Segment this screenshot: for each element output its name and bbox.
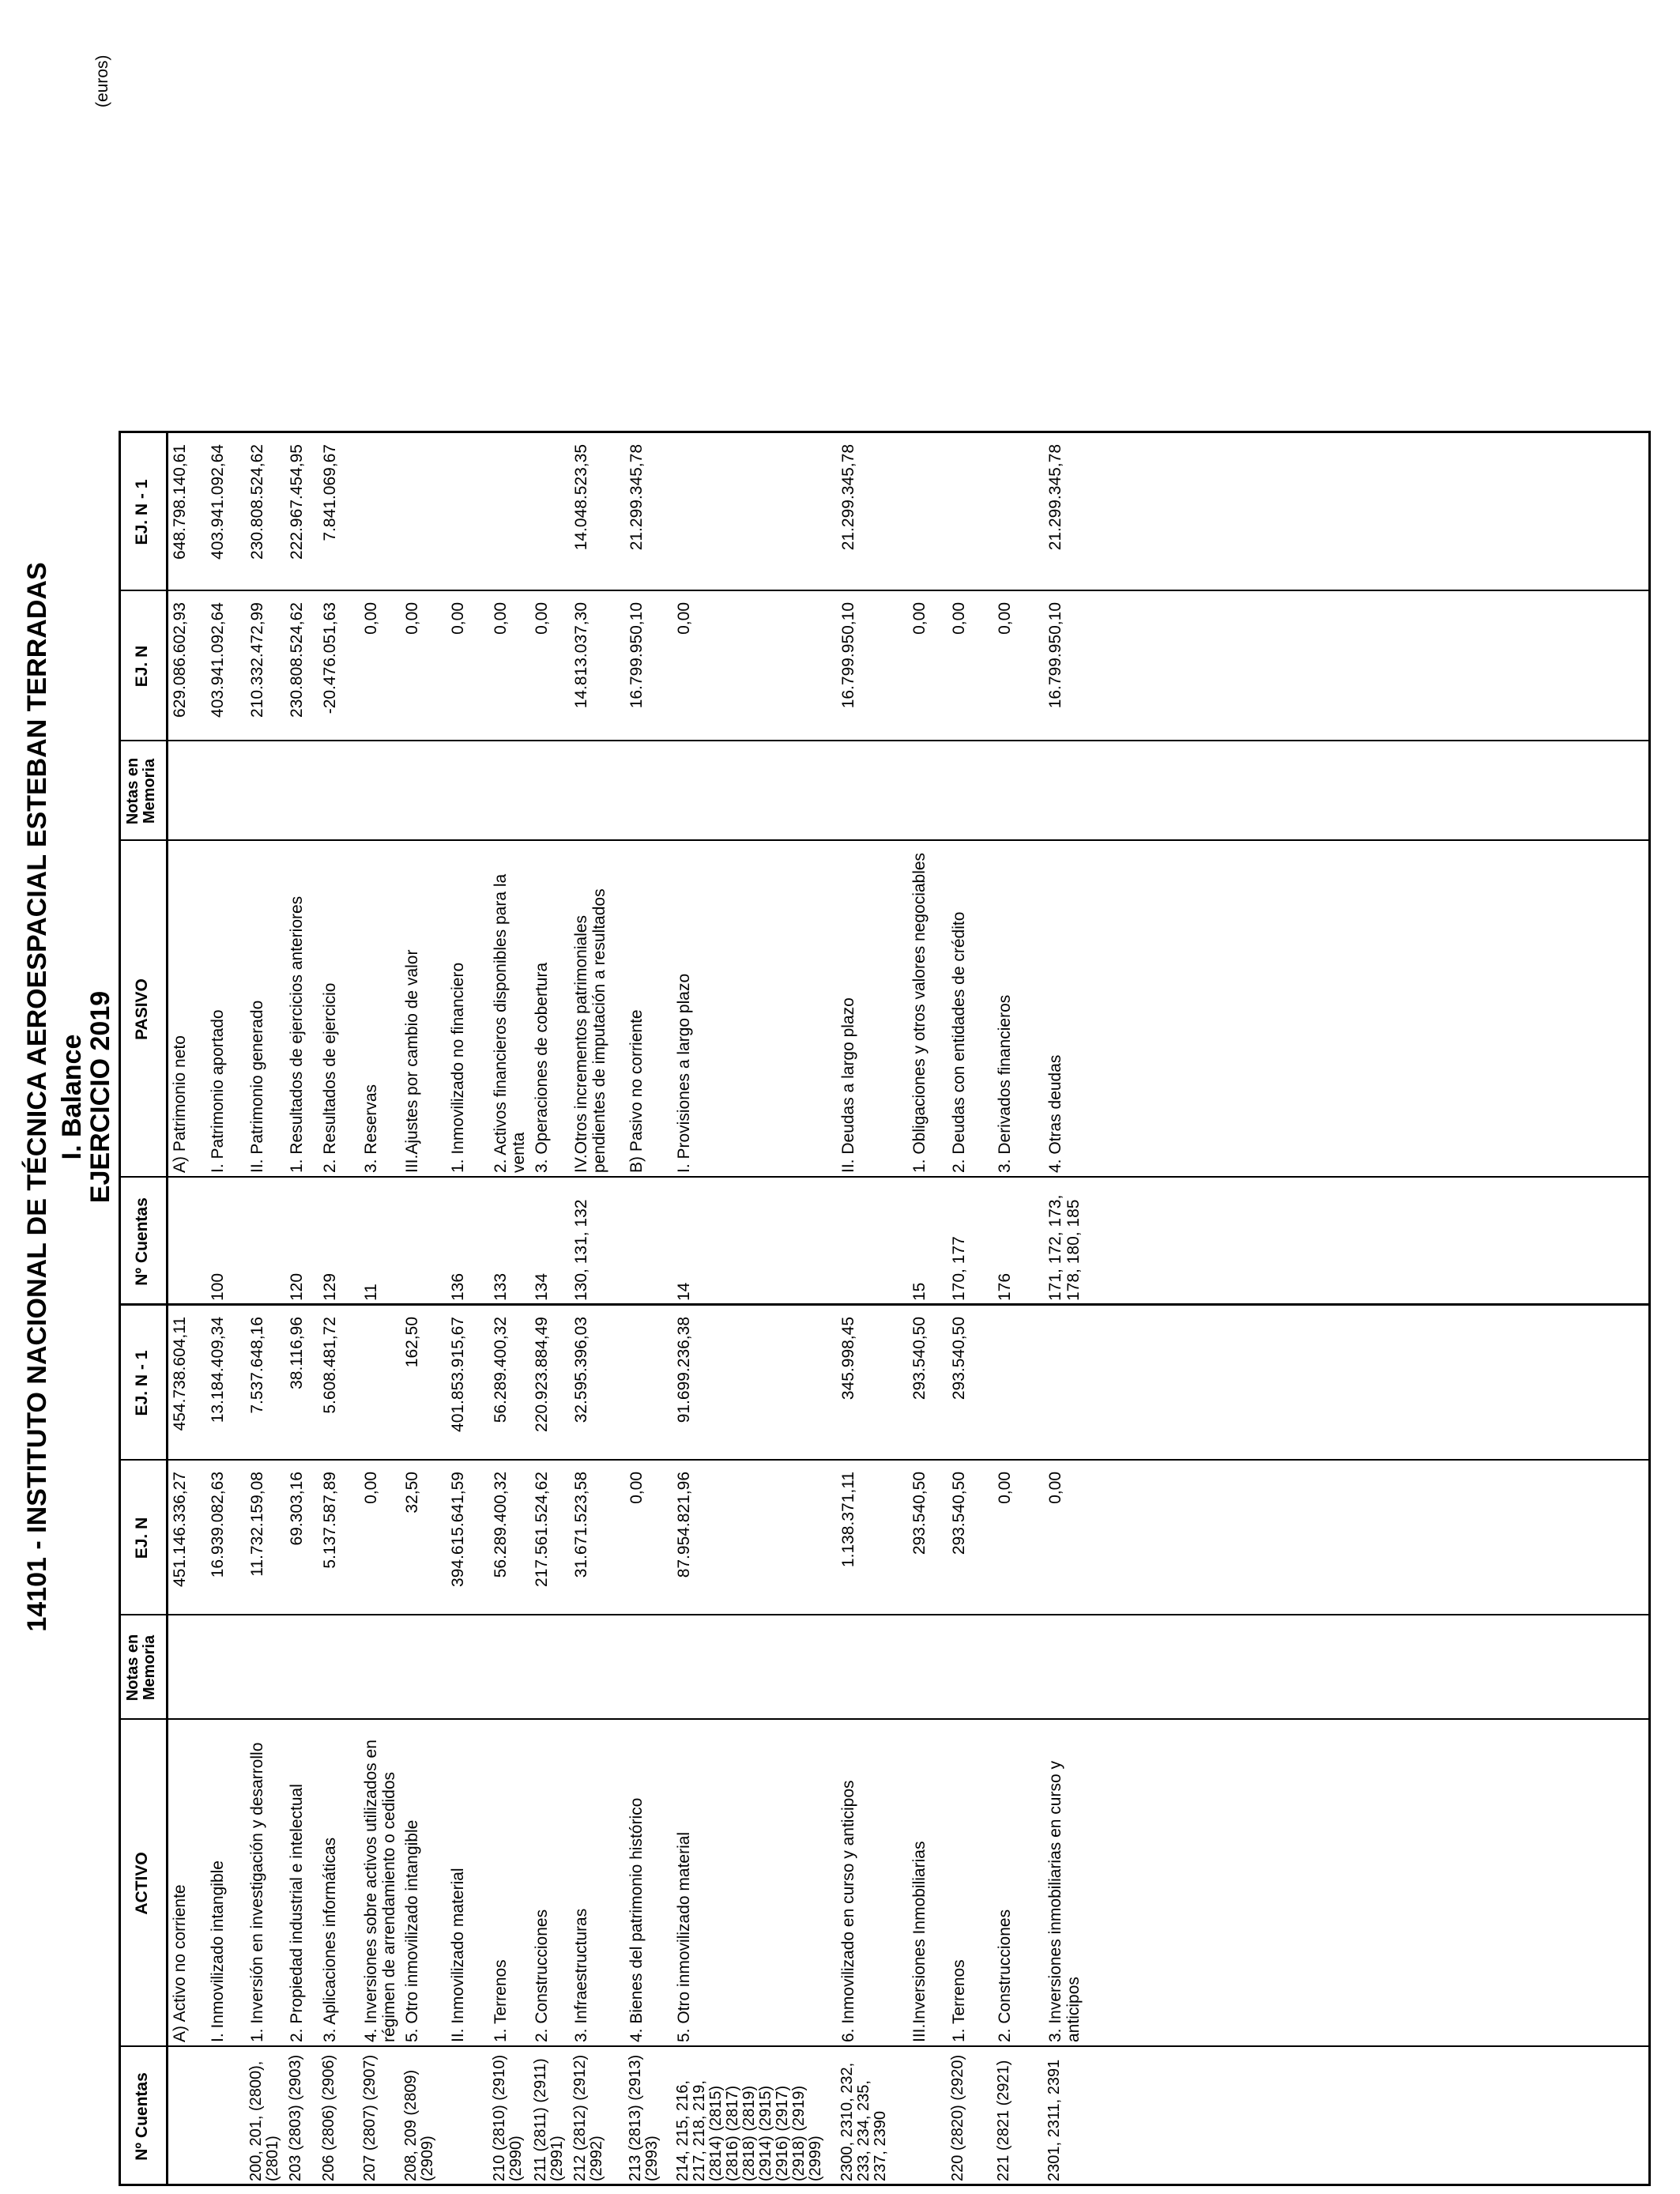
pasivo-accounts-cell: 134 [533, 1272, 551, 1301]
pasivo-year-n1-value: 403.941.092,64 [209, 444, 227, 560]
activo-year-n-value: 293.540,50 [910, 1472, 929, 1555]
pasivo-year-n1-value [909, 433, 948, 591]
pasivo-accounts-cell: 171, 172, 173, 178, 180, 185 [1046, 1194, 1083, 1301]
pasivo-accounts-cell [401, 1178, 447, 1306]
activo-year-n1-value: 454.738.604,11 [171, 1317, 189, 1431]
pasivo-year-n-value: 0,00 [950, 602, 968, 635]
activo-accounts-cell: 210 (2810) (2910) (2990) [491, 2054, 525, 2181]
pasivo-accounts-cell [626, 1178, 673, 1306]
pasivo-accounts-cell [247, 1178, 286, 1306]
activo-year-n-value: 5.137.587,89 [321, 1472, 339, 1569]
pasivo-item-label: A) Patrimonio neto [171, 1035, 189, 1173]
pasivo-year-n1-value: 14.048.523,35 [572, 444, 590, 551]
pasivo-item-label: 2. Deudas con entidades de crédito [950, 911, 968, 1173]
pasivo-item-label: I. Patrimonio aportado [209, 1009, 227, 1173]
pasivo-accounts-cell: 176 [996, 1272, 1014, 1301]
activo-year-n1-value: 5.608.481,72 [321, 1317, 339, 1414]
pasivo-notes-header: Notas en Memoria [124, 757, 158, 825]
pasivo-accounts-cell: 170, 177 [950, 1236, 968, 1301]
activo-year-n-value: 0,00 [362, 1472, 380, 1504]
activo-year-n-value: 217.561.524,62 [533, 1472, 551, 1587]
activo-accounts-cell: 207 (2807) (2907) [361, 2054, 379, 2181]
activo-year-n1-value: 38.116,96 [288, 1317, 306, 1389]
pasivo-accounts-cell: 136 [449, 1272, 467, 1301]
activo-accounts-cell: 200, 201, (2800), (2801) [247, 2060, 281, 2181]
pasivo-year-n1-value [490, 433, 531, 591]
activo-year-n-value: 1.138.371,11 [839, 1472, 857, 1568]
pasivo-year-n1-value [948, 433, 994, 591]
activo-item-label: I. Inmovilizado intangible [209, 1860, 227, 2042]
pasivo-accounts-cell: 15 [910, 1282, 929, 1301]
activo-year-n-header: EJ. N [132, 1517, 151, 1559]
activo-item-label: 3. Infraestructuras [572, 1908, 590, 2042]
pasivo-year-n1-value [531, 433, 571, 591]
activo-item-label: 2. Construcciones [996, 1909, 1014, 2042]
activo-year-n1-value [360, 1306, 401, 1461]
pasivo-item-label: III.Ajustes por cambio de valor [403, 949, 421, 1173]
activo-accounts-cell: 2301, 2311, 2391 [1045, 2059, 1063, 2181]
activo-year-n1-header: EJ. N - 1 [132, 1350, 151, 1416]
activo-year-n-value: 0,00 [627, 1472, 646, 1504]
activo-year-n-value: 11.732.159,08 [248, 1472, 266, 1577]
pasivo-item-label: B) Pasivo no corriente [627, 1009, 646, 1173]
activo-year-n1-value: 91.699.236,38 [675, 1317, 693, 1423]
activo-accounts-header: Nº Cuentas [132, 2072, 151, 2161]
activo-accounts-cell: 212 (2812) (2912) (2992) [571, 2054, 605, 2181]
pasivo-year-n1-value: 21.299.345,78 [839, 444, 857, 551]
activo-accounts-cell: 208, 209 (2809) (2909) [402, 2069, 436, 2181]
pasivo-item-label: 2. Resultados de ejercicio [321, 982, 339, 1173]
activo-year-n-value: 31.671.523,58 [572, 1472, 590, 1578]
activo-accounts-cell: 206 (2806) (2906) [320, 2054, 337, 2181]
activo-item-label: 1. Terrenos [950, 1959, 968, 2042]
pasivo-year-n-value: -20.476.051,63 [321, 602, 339, 714]
pasivo-year-n-value: 0,00 [533, 602, 551, 635]
pasivo-item-label: 2. Activos financieros disponibles para la venta [492, 873, 528, 1173]
activo-year-n-value: 0,00 [996, 1472, 1014, 1504]
activo-year-n1-value [1045, 1306, 1098, 1461]
pasivo-year-n-value: 210.332.472,99 [248, 602, 266, 718]
activo-item-label: 4. Bienes del patrimonio histórico [627, 1797, 646, 2042]
pasivo-year-n-value: 0,00 [675, 602, 693, 635]
activo-year-n1-value: 401.853.915,67 [449, 1317, 467, 1432]
pasivo-year-n1-value [401, 433, 447, 591]
pasivo-year-n1-value: 7.841.069,67 [321, 444, 339, 541]
activo-accounts-cell: 211 (2811) (2911) (2991) [532, 2058, 566, 2181]
activo-item-label: 1. Terrenos [492, 1959, 510, 2042]
pasivo-item-label: 1. Resultados de ejercicios anteriores [288, 895, 306, 1173]
pasivo-year-n-value: 403.941.092,64 [209, 602, 227, 718]
pasivo-year-n-value: 230.808.524,62 [288, 602, 306, 718]
activo-accounts-cell: 203 (2803) (2903) [287, 2054, 304, 2181]
activo-accounts-cell [207, 2047, 247, 2186]
pasivo-year-n1-value: 222.967.454,95 [288, 444, 306, 560]
pasivo-item-label: 1. Obligaciones y otros valores negociables [910, 852, 929, 1173]
activo-accounts-cell: 221 (2821 (2921) [995, 2060, 1012, 2181]
pasivo-accounts-cell [838, 1178, 909, 1306]
pasivo-year-n-value: 0,00 [996, 602, 1014, 635]
pasivo-year-n-value: 16.799.950,10 [839, 602, 857, 709]
pasivo-year-n1-value: 230.808.524,62 [248, 444, 266, 560]
activo-item-label: 3. Inversiones inmobiliarias en curso y anticipos [1046, 1761, 1083, 2042]
activo-year-n1-value: 162,50 [403, 1317, 421, 1368]
units-label: (euros) [93, 55, 111, 107]
pasivo-year-n1-header: EJ. N - 1 [132, 479, 151, 545]
activo-item-label: 6. Inmovilizado en curso y anticipos [839, 1780, 857, 2042]
activo-item-label: A) Activo no corriente [171, 1884, 189, 2042]
activo-year-n1-value [994, 1306, 1045, 1461]
activo-item-label: 4. Inversiones sobre activos utilizados en régimen de arrendamiento o cedidos [362, 1740, 398, 2042]
pasivo-accounts-cell: 14 [675, 1282, 693, 1301]
pasivo-accounts-cell: 100 [209, 1272, 227, 1301]
pasivo-item-label: I. Provisiones a largo plazo [675, 973, 693, 1173]
activo-year-n-value: 0,00 [1046, 1472, 1064, 1504]
activo-item-label: 1. Inversión en investigación y desarrollo [248, 1742, 266, 2042]
activo-item-label: III.Inversiones Inmobiliarias [910, 1841, 929, 2042]
pasivo-item-label: IV.Otros incrementos patrimoniales pendientes de imputación a resultados [572, 888, 608, 1173]
activo-item-label: 3. Aplicaciones informáticas [321, 1837, 339, 2042]
activo-accounts-cell: 213 (2813) (2913) (2993) [627, 2054, 661, 2181]
pasivo-accounts-cell: 130, 131, 132 [572, 1199, 590, 1301]
activo-year-n1-value: 56.289.400,32 [492, 1317, 510, 1423]
activo-notes-header: Notas en Memoria [124, 1634, 158, 1702]
exercise-title: EJERCICIO 2019 [85, 990, 115, 1204]
activo-year-n1-value: 220.923.884,49 [533, 1317, 551, 1432]
activo-year-n-value: 293.540,50 [950, 1472, 968, 1555]
pasivo-year-n1-value [447, 433, 490, 591]
pasivo-year-n1-value: 648.798.140,61 [171, 444, 189, 560]
activo-year-n1-value: 32.595.396,03 [572, 1317, 590, 1423]
pasivo-accounts-cell: 133 [492, 1272, 510, 1301]
pasivo-accounts-cell: 129 [321, 1272, 339, 1301]
activo-year-n1-value: 345.998,45 [839, 1317, 857, 1400]
activo-accounts-cell [169, 2047, 207, 2186]
activo-accounts-cell: 2300, 2310, 232, 233, 234, 235, 237, 2390 [838, 2062, 889, 2181]
activo-year-n1-value: 293.540,50 [910, 1317, 929, 1400]
activo-label-header: ACTIVO [132, 1852, 151, 1915]
pasivo-year-n-value: 0,00 [362, 602, 380, 635]
row-rule [166, 431, 168, 2186]
pasivo-year-n-value: 0,00 [492, 602, 510, 635]
pasivo-year-n1-value [673, 433, 838, 591]
activo-year-n-value: 87.954.821,96 [675, 1472, 693, 1578]
pasivo-accounts-cell [169, 1178, 207, 1306]
pasivo-item-label: II. Deudas a largo plazo [839, 997, 857, 1173]
pasivo-item-label: 3. Derivados financieros [996, 994, 1014, 1173]
pasivo-year-n1-value: 21.299.345,78 [627, 444, 646, 551]
activo-year-n-value: 32,50 [403, 1472, 421, 1514]
activo-year-n1-value: 293.540,50 [950, 1317, 968, 1400]
pasivo-item-label: 1. Inmovilizado no financiero [449, 962, 467, 1173]
activo-year-n-value: 394.615.641,59 [449, 1472, 467, 1587]
activo-item-label: 2. Propiedad industrial e intelectual [288, 1784, 306, 2042]
pasivo-year-n-value: 16.799.950,10 [1046, 602, 1064, 709]
pasivo-year-n1-value [994, 433, 1045, 591]
pasivo-accounts-cell: 11 [362, 1284, 380, 1301]
pasivo-year-n-value: 0,00 [910, 602, 929, 635]
pasivo-item-label: 3. Operaciones de cobertura [533, 962, 551, 1173]
activo-year-n1-value: 13.184.409,34 [209, 1317, 227, 1423]
activo-item-label: II. Inmovilizado material [449, 1868, 467, 2042]
pasivo-year-n1-value [360, 433, 401, 591]
row-rule [1648, 431, 1651, 2186]
activo-accounts-cell: 214, 215, 216, 217, 218, 219, (2814) (2815) (2816) (2817) (2818) (2819) (2914) (2915) (2916) (2917) (2918) (2919) (2999) [674, 2080, 824, 2181]
pasivo-year-n-header: EJ. N [132, 645, 151, 688]
pasivo-year-n-value: 0,00 [403, 602, 421, 635]
pasivo-year-n-value: 0,00 [449, 602, 467, 635]
activo-item-label: 5. Otro inmovilizado material [675, 1831, 693, 2042]
activo-item-label: 2. Construcciones [533, 1909, 551, 2042]
activo-item-label: 5. Otro inmovilizado intangible [403, 1819, 421, 2042]
activo-year-n-value: 451.146.336,27 [171, 1472, 189, 1587]
pasivo-accounts-cell: 120 [288, 1272, 306, 1301]
activo-accounts-cell [447, 2047, 490, 2186]
page-title: 14101 - INSTITUTO NACIONAL DE TÉCNICA AEROESPACIAL ESTEBAN TERRADAS [22, 562, 52, 1632]
activo-year-n1-value [626, 1306, 673, 1461]
pasivo-year-n-value: 16.799.950,10 [627, 602, 646, 709]
pasivo-year-n-value: 14.813.037,30 [572, 602, 590, 709]
pasivo-item-label: II. Patrimonio generado [248, 1000, 266, 1173]
pasivo-year-n1-value: 21.299.345,78 [1046, 444, 1064, 551]
pasivo-label-header: PASIVO [132, 978, 151, 1040]
activo-year-n-value: 16.939.082,63 [209, 1472, 227, 1578]
activo-year-n-value: 56.289.400,32 [492, 1472, 510, 1578]
activo-year-n1-value: 7.537.648,16 [248, 1317, 266, 1414]
section-title: I. Balance [57, 1034, 87, 1160]
pasivo-accounts-header: Nº Cuentas [132, 1197, 151, 1286]
pasivo-year-n-value: 629.086.602,93 [171, 602, 189, 718]
activo-accounts-cell [909, 2047, 948, 2186]
activo-year-n-value: 69.303,16 [288, 1472, 306, 1546]
activo-accounts-cell: 220 (2820) (2920) [949, 2054, 966, 2181]
pasivo-item-label: 3. Reservas [362, 1084, 380, 1173]
pasivo-item-label: 4. Otras deudas [1046, 1054, 1064, 1173]
